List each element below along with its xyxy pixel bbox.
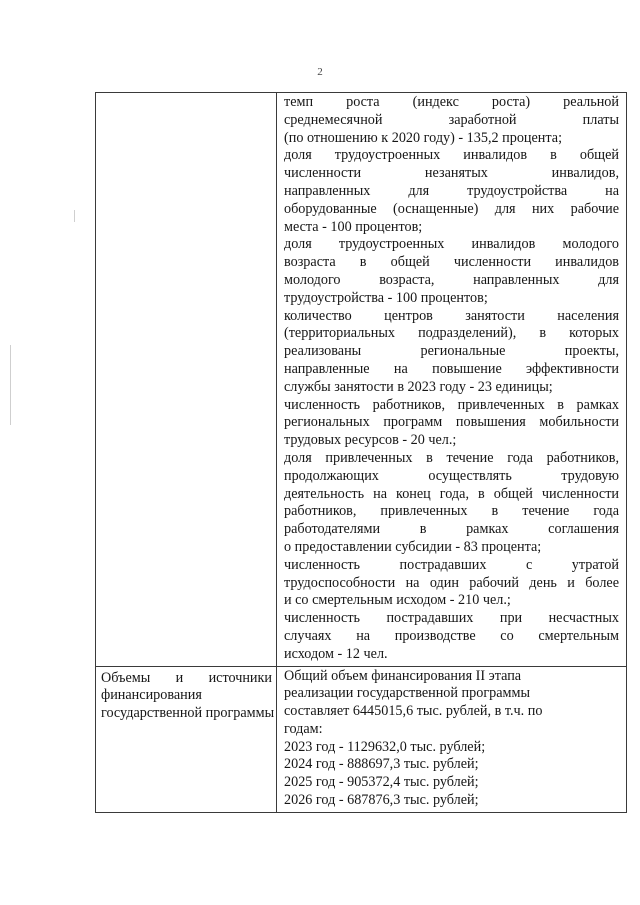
program-passport-table bbox=[95, 92, 627, 813]
text-line: численность пострадавших с утратой bbox=[284, 556, 619, 573]
row1-label-cell bbox=[96, 93, 277, 667]
text-line: и со смертельным исходом - 210 чел.; bbox=[284, 592, 511, 609]
text-line: возраста в общей численности инвалидов bbox=[284, 254, 619, 271]
text-line: направленные на повышение эффективности bbox=[284, 360, 619, 377]
text-line: темп роста (индекс роста) реальной bbox=[284, 94, 619, 110]
text-line: доля привлеченных в течение года работников, bbox=[284, 449, 619, 466]
text-line: годам: bbox=[284, 720, 323, 737]
row2-financing-cell bbox=[277, 666, 627, 812]
text-line: Объемы и источники bbox=[101, 669, 272, 686]
text-line: (территориальных подразделений), в которых bbox=[284, 325, 619, 342]
text-line: количество центров занятости населения bbox=[284, 307, 619, 324]
text-line: среднемесячной заработной платы bbox=[284, 111, 619, 128]
text-line: (по отношению к 2020 году) - 135,2 процента; bbox=[284, 129, 563, 146]
text-line: трудоустройства - 100 процентов; bbox=[284, 289, 488, 306]
table-row-indicators bbox=[96, 93, 627, 667]
text-line: трудоспособности на один рабочий день и более bbox=[284, 574, 619, 591]
text-line: оборудованные (оснащенные) для них рабочие bbox=[284, 200, 619, 217]
text-line: продолжающих осуществлять трудовую bbox=[284, 467, 619, 484]
scan-margin-mark bbox=[74, 210, 75, 222]
text-line: доля трудоустроенных инвалидов молодого bbox=[284, 236, 619, 253]
row2-label-cell bbox=[96, 666, 277, 812]
text-line: составляет 6445015,6 тыс. рублей, в т.ч. по bbox=[284, 703, 543, 720]
text-line: работников, привлеченных в течение года bbox=[284, 503, 619, 520]
text-line: 2024 год - 888697,3 тыс. рублей; bbox=[284, 756, 479, 773]
text-line: 2023 год - 1129632,0 тыс. рублей; bbox=[284, 738, 486, 755]
text-line: службы занятости в 2023 году - 23 единицы; bbox=[284, 378, 553, 395]
text-line: исходом - 12 чел. bbox=[284, 645, 388, 662]
text-line: случаях на производстве со смертельным bbox=[284, 627, 619, 644]
text-line: работодателями в рамках соглашения bbox=[284, 521, 619, 538]
text-line: численности незанятых инвалидов, bbox=[284, 165, 619, 182]
text-line: места - 100 процентов; bbox=[284, 218, 423, 235]
text-line: 2026 год - 687876,3 тыс. рублей; bbox=[284, 792, 479, 809]
text-line: численность работников, привлеченных в рамках bbox=[284, 396, 619, 413]
text-line: молодого возраста, направленных для bbox=[284, 271, 619, 288]
text-line: финансирования bbox=[101, 687, 202, 704]
text-line: деятельность на конец года, в общей численности bbox=[284, 485, 619, 502]
page-number: 2 bbox=[317, 66, 323, 78]
scan-margin-mark bbox=[10, 345, 11, 425]
text-line: реализации государственной программы bbox=[284, 685, 531, 702]
text-line: численность пострадавших при несчастных bbox=[284, 610, 619, 627]
row1-indicators-cell bbox=[277, 93, 627, 667]
text-line: государственной программы bbox=[101, 705, 275, 722]
text-line: 2025 год - 905372,4 тыс. рублей; bbox=[284, 774, 479, 791]
text-line: Общий объем финансирования II этапа bbox=[284, 667, 522, 684]
text-line: трудовых ресурсов - 20 чел.; bbox=[284, 432, 457, 449]
table-row-financing bbox=[96, 666, 627, 812]
text-line: реализованы региональные проекты, bbox=[284, 343, 619, 360]
text-line: доля трудоустроенных инвалидов в общей bbox=[284, 147, 619, 164]
text-line: региональных программ повышения мобильности bbox=[284, 414, 619, 431]
text-line: направленных для трудоустройства на bbox=[284, 182, 619, 199]
text-line: о предоставлении субсидии - 83 процента; bbox=[284, 538, 542, 555]
